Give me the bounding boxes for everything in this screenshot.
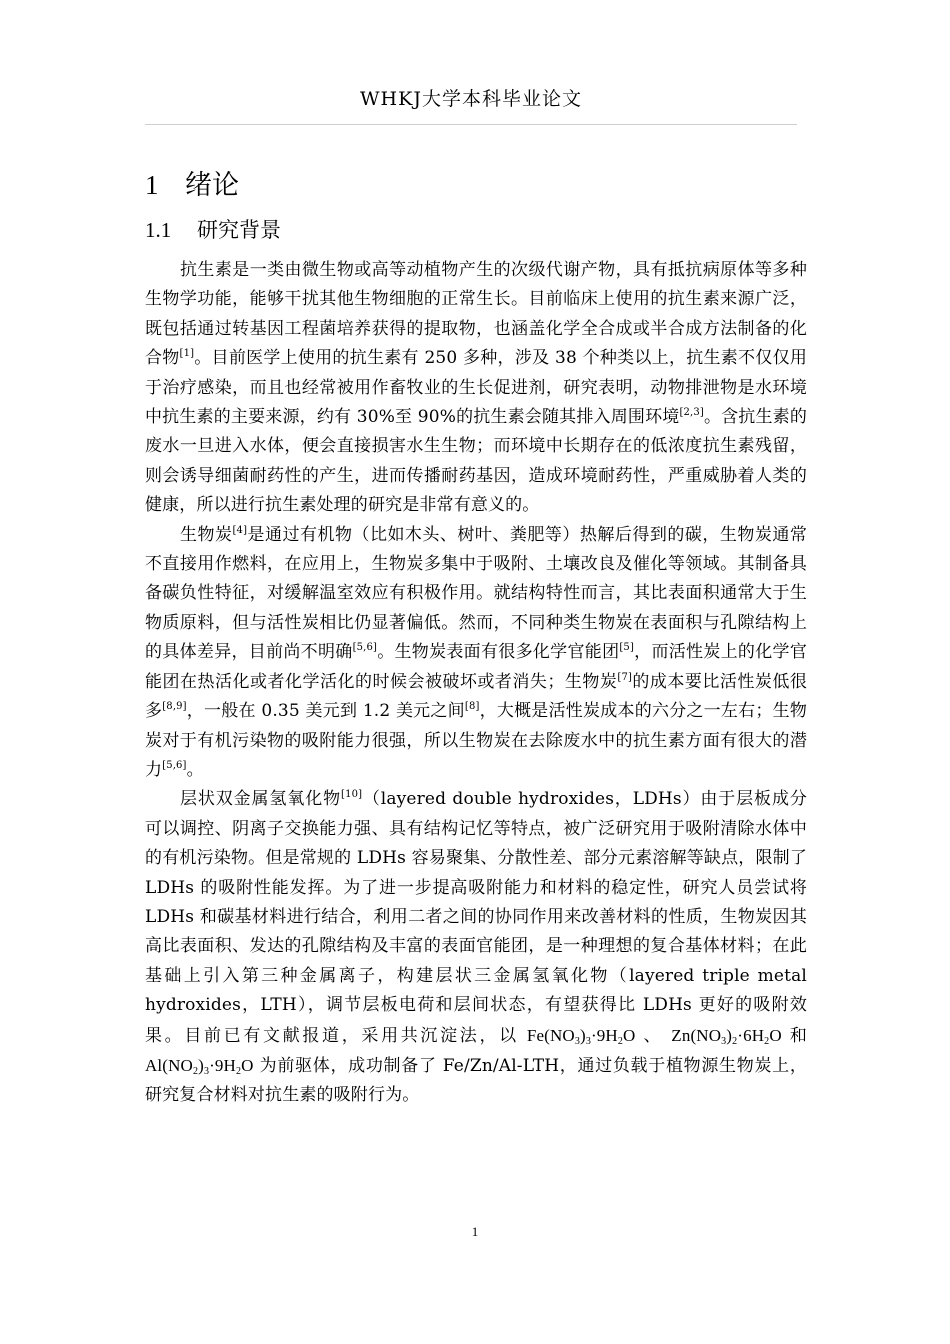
paragraph-antibiotics (145, 256, 807, 521)
text-run: （layered double hydroxides，LDHs）由于层板成分可以调控、阴离子交换能力强、具有结构记忆等特点，被广泛研究用于吸附清除水体中的有机污染物。但是常规的 LDHs 容易聚集、分散性差、部分元素溶解等缺点，限制了 LDHs 的吸附性能发挥。为了进一步提高吸附能力和材料的稳定性，研究人员尝试将 LDHs 和碳基材料进行结合，利用二者之间的协同作用来改善材料的性质，生物炭因其高比表面积、发达的孔隙结构及丰富的表面官能团，是一种理想的复合基体材料；在此基础上引入第三种金属离子，构建层状三金属氢氧化物（layered triple metal hydroxides，LTH），调节层板电荷和层间状态，有望获得比 LDHs 更好的吸附效果。目前已有文献报道，采用共沉淀法，以 (145, 789, 807, 1046)
page-header-title: WHKJ大学本科毕业论文 (360, 88, 582, 110)
text-run: 抗生素是一类由微生物或高等动植物产生的次级代谢产物，具有抵抗病原体等多种生物学功能，能够干扰其他生物细胞的正常生长。目前临床上使用的抗生素来源广泛，既包括通过转基因工程菌培养获得的提取物，也涵盖化学全合成或半合成方法制备的化合物 (145, 260, 807, 369)
text-run: 生物炭 (180, 524, 233, 545)
chapter-title: 绪论 (185, 170, 239, 201)
chapter-heading (145, 163, 239, 202)
citation: [5] (619, 642, 634, 654)
citation: [8,9] (162, 701, 187, 713)
section-title: 研究背景 (197, 218, 281, 242)
text-run: 。生物炭表面有很多化学官能团 (377, 642, 620, 663)
citation: [5,6] (162, 759, 187, 771)
citation: [7] (617, 671, 633, 683)
chapter-number: 1 (145, 170, 159, 200)
text-run: 。目前医学上使用的抗生素有 250 多种，涉及 38 个种类以上，抗生素不仅仅用于治疗感染，而且也经常被用作畜牧业的生长促进剂，研究表明，动物排泄物是水环境中抗生素的主要来源，约有 30%至 90%的抗生素会随其排入周围环境 (145, 348, 807, 428)
text-run: ，一般在 0.35 美元到 1.2 美元之间 (186, 701, 465, 722)
body-text (145, 256, 807, 1111)
chemical-formula-iron-nitrate: $Fe(NO_3)_3\cdot 9H_2O$ (526, 1025, 636, 1047)
header-divider (145, 124, 797, 125)
citation: [4] (232, 524, 248, 536)
citation: [2,3] (679, 407, 704, 419)
page-number: 1 (471, 1224, 479, 1239)
section-heading (145, 214, 281, 244)
text-run: 的成本要比活性炭低很多 (145, 671, 807, 722)
citation: [1] (179, 348, 195, 360)
text-run: 、 (635, 1025, 672, 1046)
paragraph-ldh (145, 785, 807, 1110)
text-run: 是通过有机物（比如木头、树叶、粪肥等）热解后得到的碳，生物炭通常不直接用作燃料，在应用上，生物炭多集中于吸附、土壤改良及催化等领域。其制备具备碳负性特征，对缓解温室效应有积极作用。就结构特性而言，其比表面积通常大于生物质原料，但与活性炭相比仍显著偏低。然而，不同种类生物炭在表面积与孔隙结构上的具体差异，目前尚不明确 (145, 524, 807, 663)
text-run: 。含抗生素的废水一旦进入水体，便会直接损害水生生物；而环境中长期存在的低浓度抗生素残留，则会诱导细菌耐药性的产生，进而传播耐药基因，造成环境耐药性，严重威胁着人类的健康，所以进行抗生素处理的研究是非常有意义的。 (145, 407, 807, 516)
chemical-formula-zinc-nitrate: $Zn(NO_3)_2\cdot 6H_2O$ (671, 1025, 782, 1047)
paragraph-biochar (145, 521, 807, 786)
text-run: ，大概是活性炭成本的六分之一左右；生物炭对于有机污染物的吸附能力很强，所以生物炭在去除废水中的抗生素方面有很大的潜力 (145, 701, 807, 780)
text-run: 为前驱体，成功制备了 Fe/Zn/Al-LTH，通过负载于植物源生物炭上，研究复合材料对抗生素的吸附行为。 (145, 1055, 807, 1106)
citation: [8] (464, 701, 480, 713)
text-run: 和 (781, 1025, 807, 1046)
citation: [5,6] (352, 642, 378, 654)
text-run: 。 (186, 759, 204, 780)
citation: [10] (341, 789, 363, 801)
text-run: 层状双金属氢氧化物 (180, 789, 342, 810)
chemical-formula-aluminum-nitrate: $Al(NO_2)_3\cdot 9H_2O$ (145, 1055, 254, 1077)
section-number: 1.1 (145, 218, 172, 242)
text-run: ，而活性炭上的化学官能团在热活化或者化学活化的时候会被破坏或者消失；生物炭 (145, 642, 807, 692)
